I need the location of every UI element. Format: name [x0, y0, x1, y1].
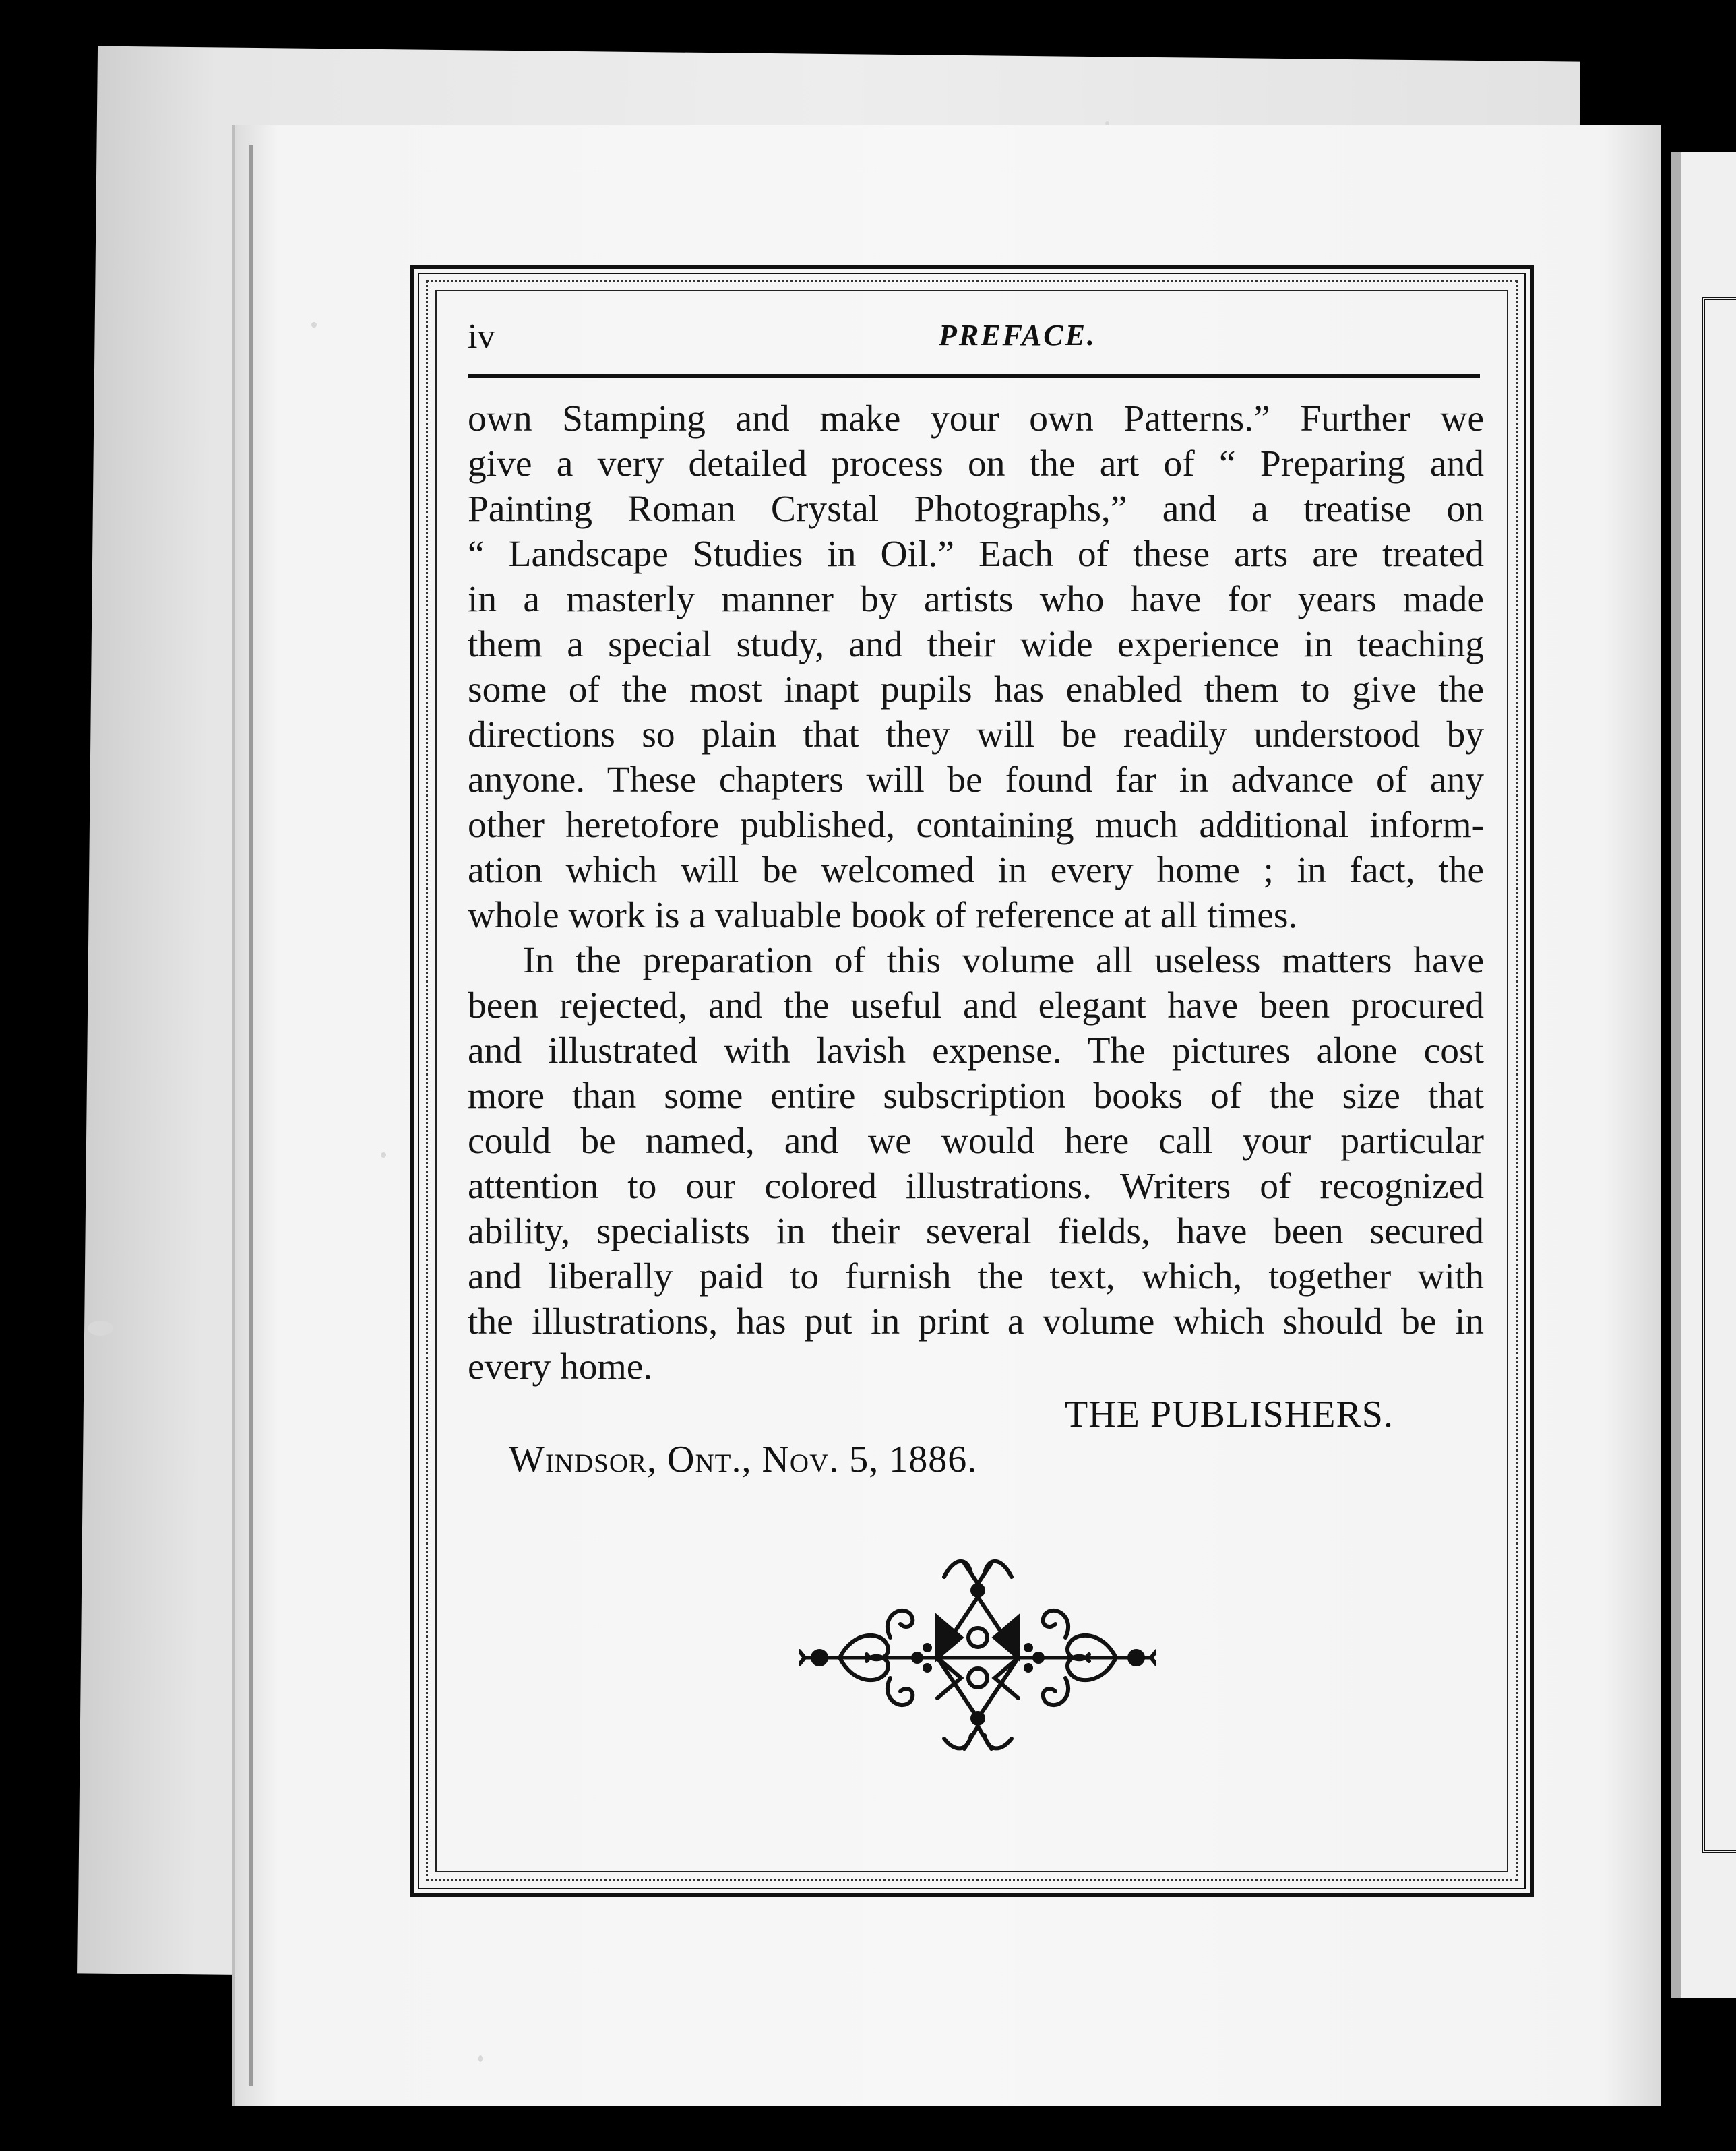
text-line: and illustrated with lavish expense. The pictures alone cost — [468, 1030, 1484, 1071]
text-line: in a masterly manner by artists who have for years made — [468, 579, 1484, 620]
text-line: directions so plain that they will be readily understood by — [468, 714, 1484, 755]
text-line: give a very detailed process on the art of “ Preparing and — [468, 443, 1484, 485]
running-head: PREFACE. — [939, 319, 1096, 352]
text-line: every home. — [468, 1346, 653, 1388]
text-line: attention to our colored illustrations. Writers of recognized — [468, 1166, 1484, 1207]
text-line: ation which will be welcomed in every home ; in fact, the — [468, 850, 1484, 891]
text-line: some of the most inapt pupils has enabled them to give the — [468, 669, 1484, 710]
dust-speck — [311, 322, 317, 328]
preface-body — [468, 396, 1484, 1390]
text-line: could be named, and we would here call your particular — [468, 1121, 1484, 1162]
facing-page-border — [1702, 297, 1736, 1853]
text-line: anyone. These chapters will be found far in advance of any — [468, 759, 1484, 801]
text-line: the illustrations, has put in print a volume which should be in — [468, 1301, 1484, 1342]
signature: THE PUBLISHERS. — [1065, 1394, 1394, 1435]
page-gutter-edge — [249, 145, 253, 2086]
dust-speck — [381, 1152, 386, 1158]
text-line: more than some entire subscription books of the size that — [468, 1076, 1484, 1117]
dust-speck — [478, 2055, 483, 2062]
text-line: and liberally paid to furnish the text, which, together with — [468, 1256, 1484, 1297]
text-line: whole work is a valuable book of reference at all times. — [468, 895, 1298, 936]
decorative-flourish-icon — [799, 1550, 1156, 1752]
page-number: iv — [468, 317, 495, 356]
text-line: ability, specialists in their several fields, have been secured — [468, 1211, 1484, 1252]
header-rule — [468, 374, 1480, 378]
text-line: been rejected, and the useful and elegant have been procured — [468, 985, 1484, 1026]
dateline: Windsor, Ont., Nov. 5, 1886. — [509, 1439, 978, 1480]
text-line: “ Landscape Studies in Oil.” Each of these arts are treated — [468, 534, 1484, 575]
text-line: Painting Roman Crystal Photographs,” and a treatise on — [468, 489, 1484, 530]
text-line: own Stamping and make your own Patterns.” Further we — [468, 398, 1484, 439]
text-line: other heretofore published, containing much additional inform- — [468, 805, 1484, 846]
text-line: In the preparation of this volume all useless matters have — [523, 940, 1484, 981]
text-line: them a special study, and their wide experience in teaching — [468, 624, 1484, 665]
dust-speck — [88, 1321, 113, 1336]
dust-speck — [1105, 121, 1109, 125]
